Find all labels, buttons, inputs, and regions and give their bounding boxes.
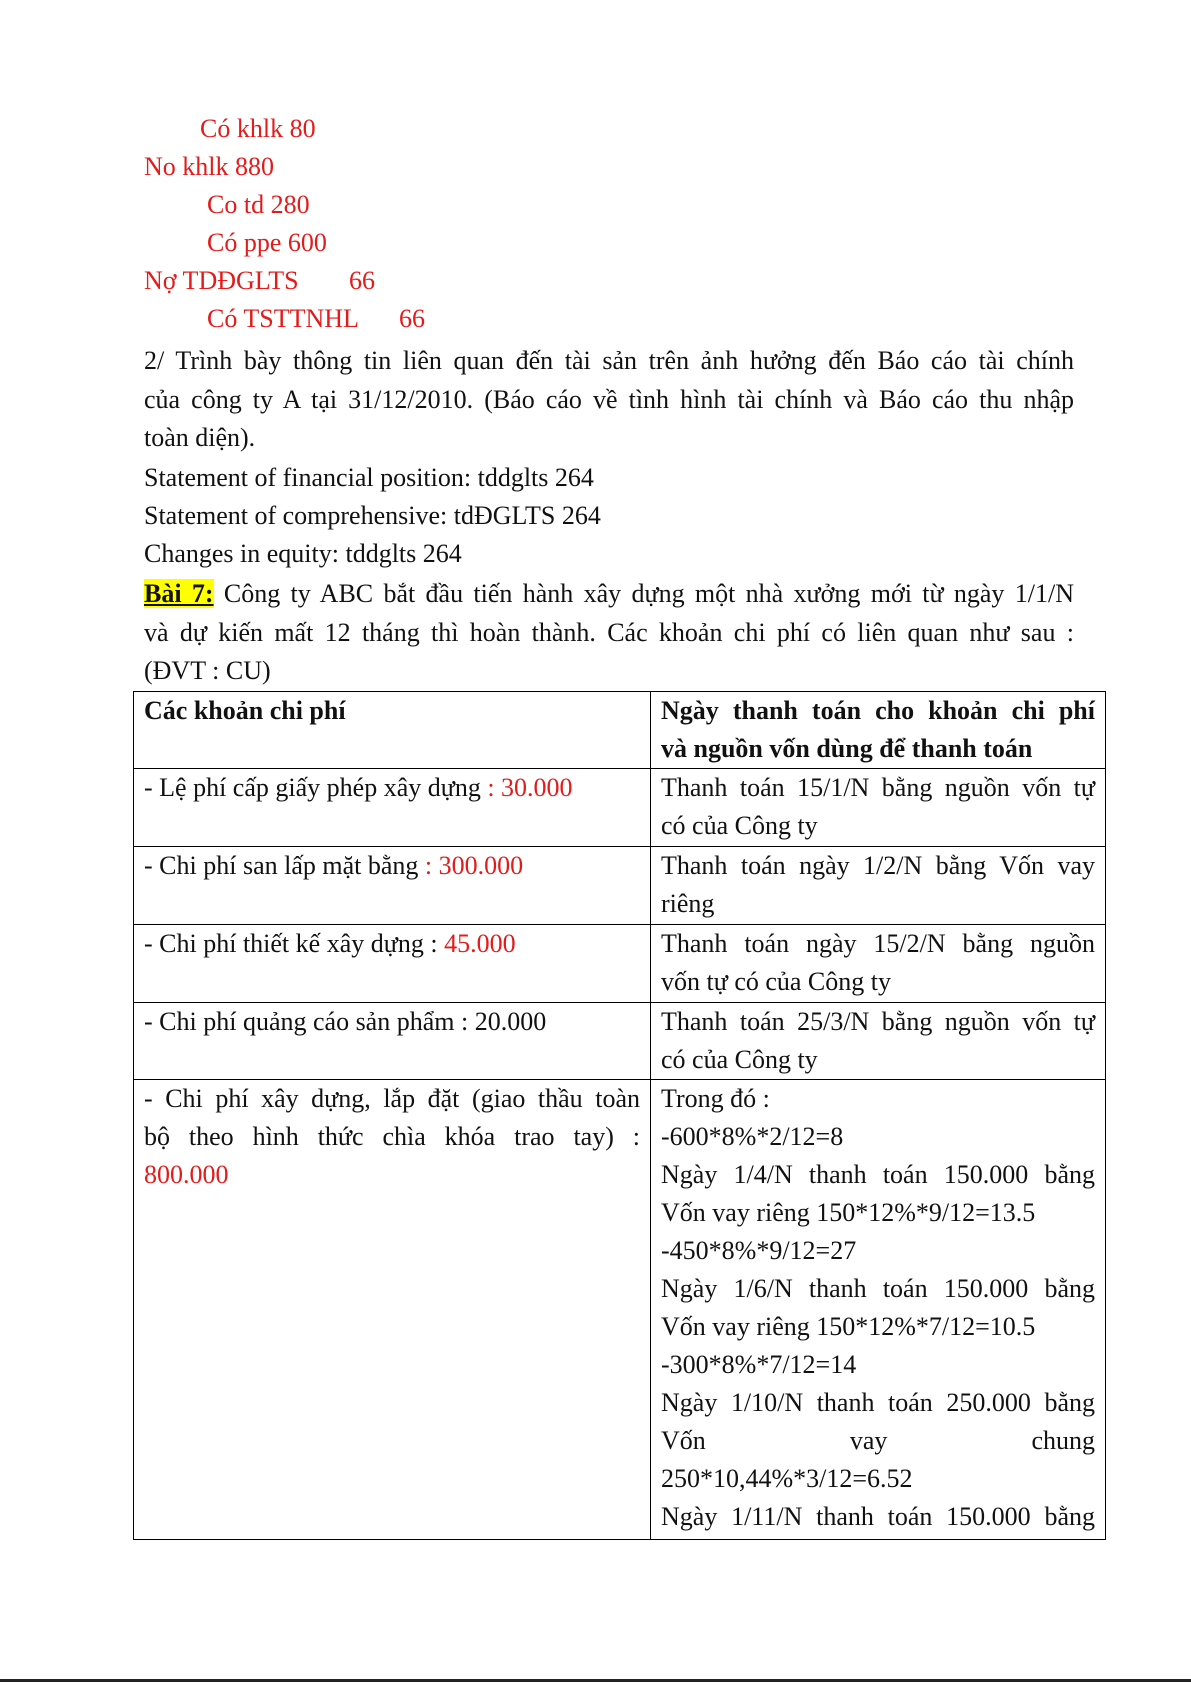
payment-cell: Thanh toán 25/3/N bằng nguồn vốn tự có của Công ty [651,1003,1106,1080]
journal-entry-amount: 66 [349,266,375,295]
question-2-line: toàn diện). [144,423,256,452]
journal-entry: Co td 280 [207,190,310,219]
journal-entry: Nợ TDĐGLTS [144,266,299,295]
table-row [134,1080,1106,1540]
question-2-line: 2/ Trình bày thông tin liên quan đến tài sản trên ảnh hưởng đến Báo cáo tài chính [144,346,1074,375]
cost-item-cell: - Chi phí xây dựng, lắp đặt (giao thầu toàn bộ theo hình thức chìa khóa trao tay) : 800.000 [134,1080,651,1540]
journal-entry: No khlk 880 [144,152,274,181]
question-2 [144,342,1074,458]
exercise-7-line: Bài 7: Công ty ABC bắt đầu tiến hành xây dựng một nhà xưởng mới từ ngày 1/1/N [144,579,1074,608]
cost-item-cell: - Chi phí thiết kế xây dựng : 45.000 [134,925,651,1003]
payment-cell: Thanh toán ngày 1/2/N bằng Vốn vay riêng [651,847,1106,925]
journal-entry: Có TSTTNHL [207,304,359,333]
answer-line: Statement of comprehensive: tdĐGLTS 264 [144,501,601,530]
journal-entry-amount: 66 [399,304,425,333]
table-row [134,1003,1106,1080]
cost-item-cell: - Chi phí quảng cáo sản phẩm : 20.000 [134,1003,651,1080]
journal-entry: Có ppe 600 [207,228,327,257]
table-row [134,925,1106,1003]
payment-cell: Thanh toán ngày 15/2/N bằng nguồn vốn tự có của Công ty [651,925,1106,1003]
payment-cell: Trong đó : -600*8%*2/12=8 Ngày 1/4/N thanh toán 150.000 bằng Vốn vay riêng 150*12%*9/12=13.5 -450*8%*9/12=27 Ngày 1/6/N thanh toán 150.000 bằng Vốn vay riêng 150*12%*7/12=10.5 -300*8%*7/12=14 Ngày 1/10/N thanh toán 250.000 bằng Vốn vay chung 250*10,44%*3/12=6.52 Ngày 1/11/N thanh toán 150.000 bằng [651,1080,1106,1540]
cost-item-cell: - Chi phí san lấp mặt bằng : 300.000 [134,847,651,925]
journal-entry: Có khlk 80 [200,114,316,143]
exercise-7-line: (ĐVT : CU) [144,656,271,685]
exercise-7-label: Bài 7: [144,579,214,608]
table-header-row [134,692,1106,769]
cost-table [133,691,1106,1540]
page-bottom-rule [0,1679,1191,1682]
cost-amount: 800.000 [144,1160,229,1189]
question-2-line: của công ty A tại 31/12/2010. (Báo cáo về tình hình tài chính và Báo cáo thu nhập [144,384,1074,414]
table-row [134,847,1106,925]
exercise-7 [144,575,1074,691]
table-header-cell: Các khoản chi phí [134,692,651,769]
cost-item-cell: - Lệ phí cấp giấy phép xây dựng : 30.000 [134,769,651,847]
answer-line: Changes in equity: tddglts 264 [144,539,462,568]
table-header-cell: Ngày thanh toán cho khoản chi phí và nguồn vốn dùng để thanh toán [651,692,1106,769]
answer-line: Statement of financial position: tddglts 264 [144,463,594,492]
payment-cell: Thanh toán 15/1/N bằng nguồn vốn tự có của Công ty [651,769,1106,847]
exercise-7-line: và dự kiến mất 12 tháng thì hoàn thành. Các khoản chi phí có liên quan như sau : [144,617,1074,647]
table-row [134,769,1106,847]
